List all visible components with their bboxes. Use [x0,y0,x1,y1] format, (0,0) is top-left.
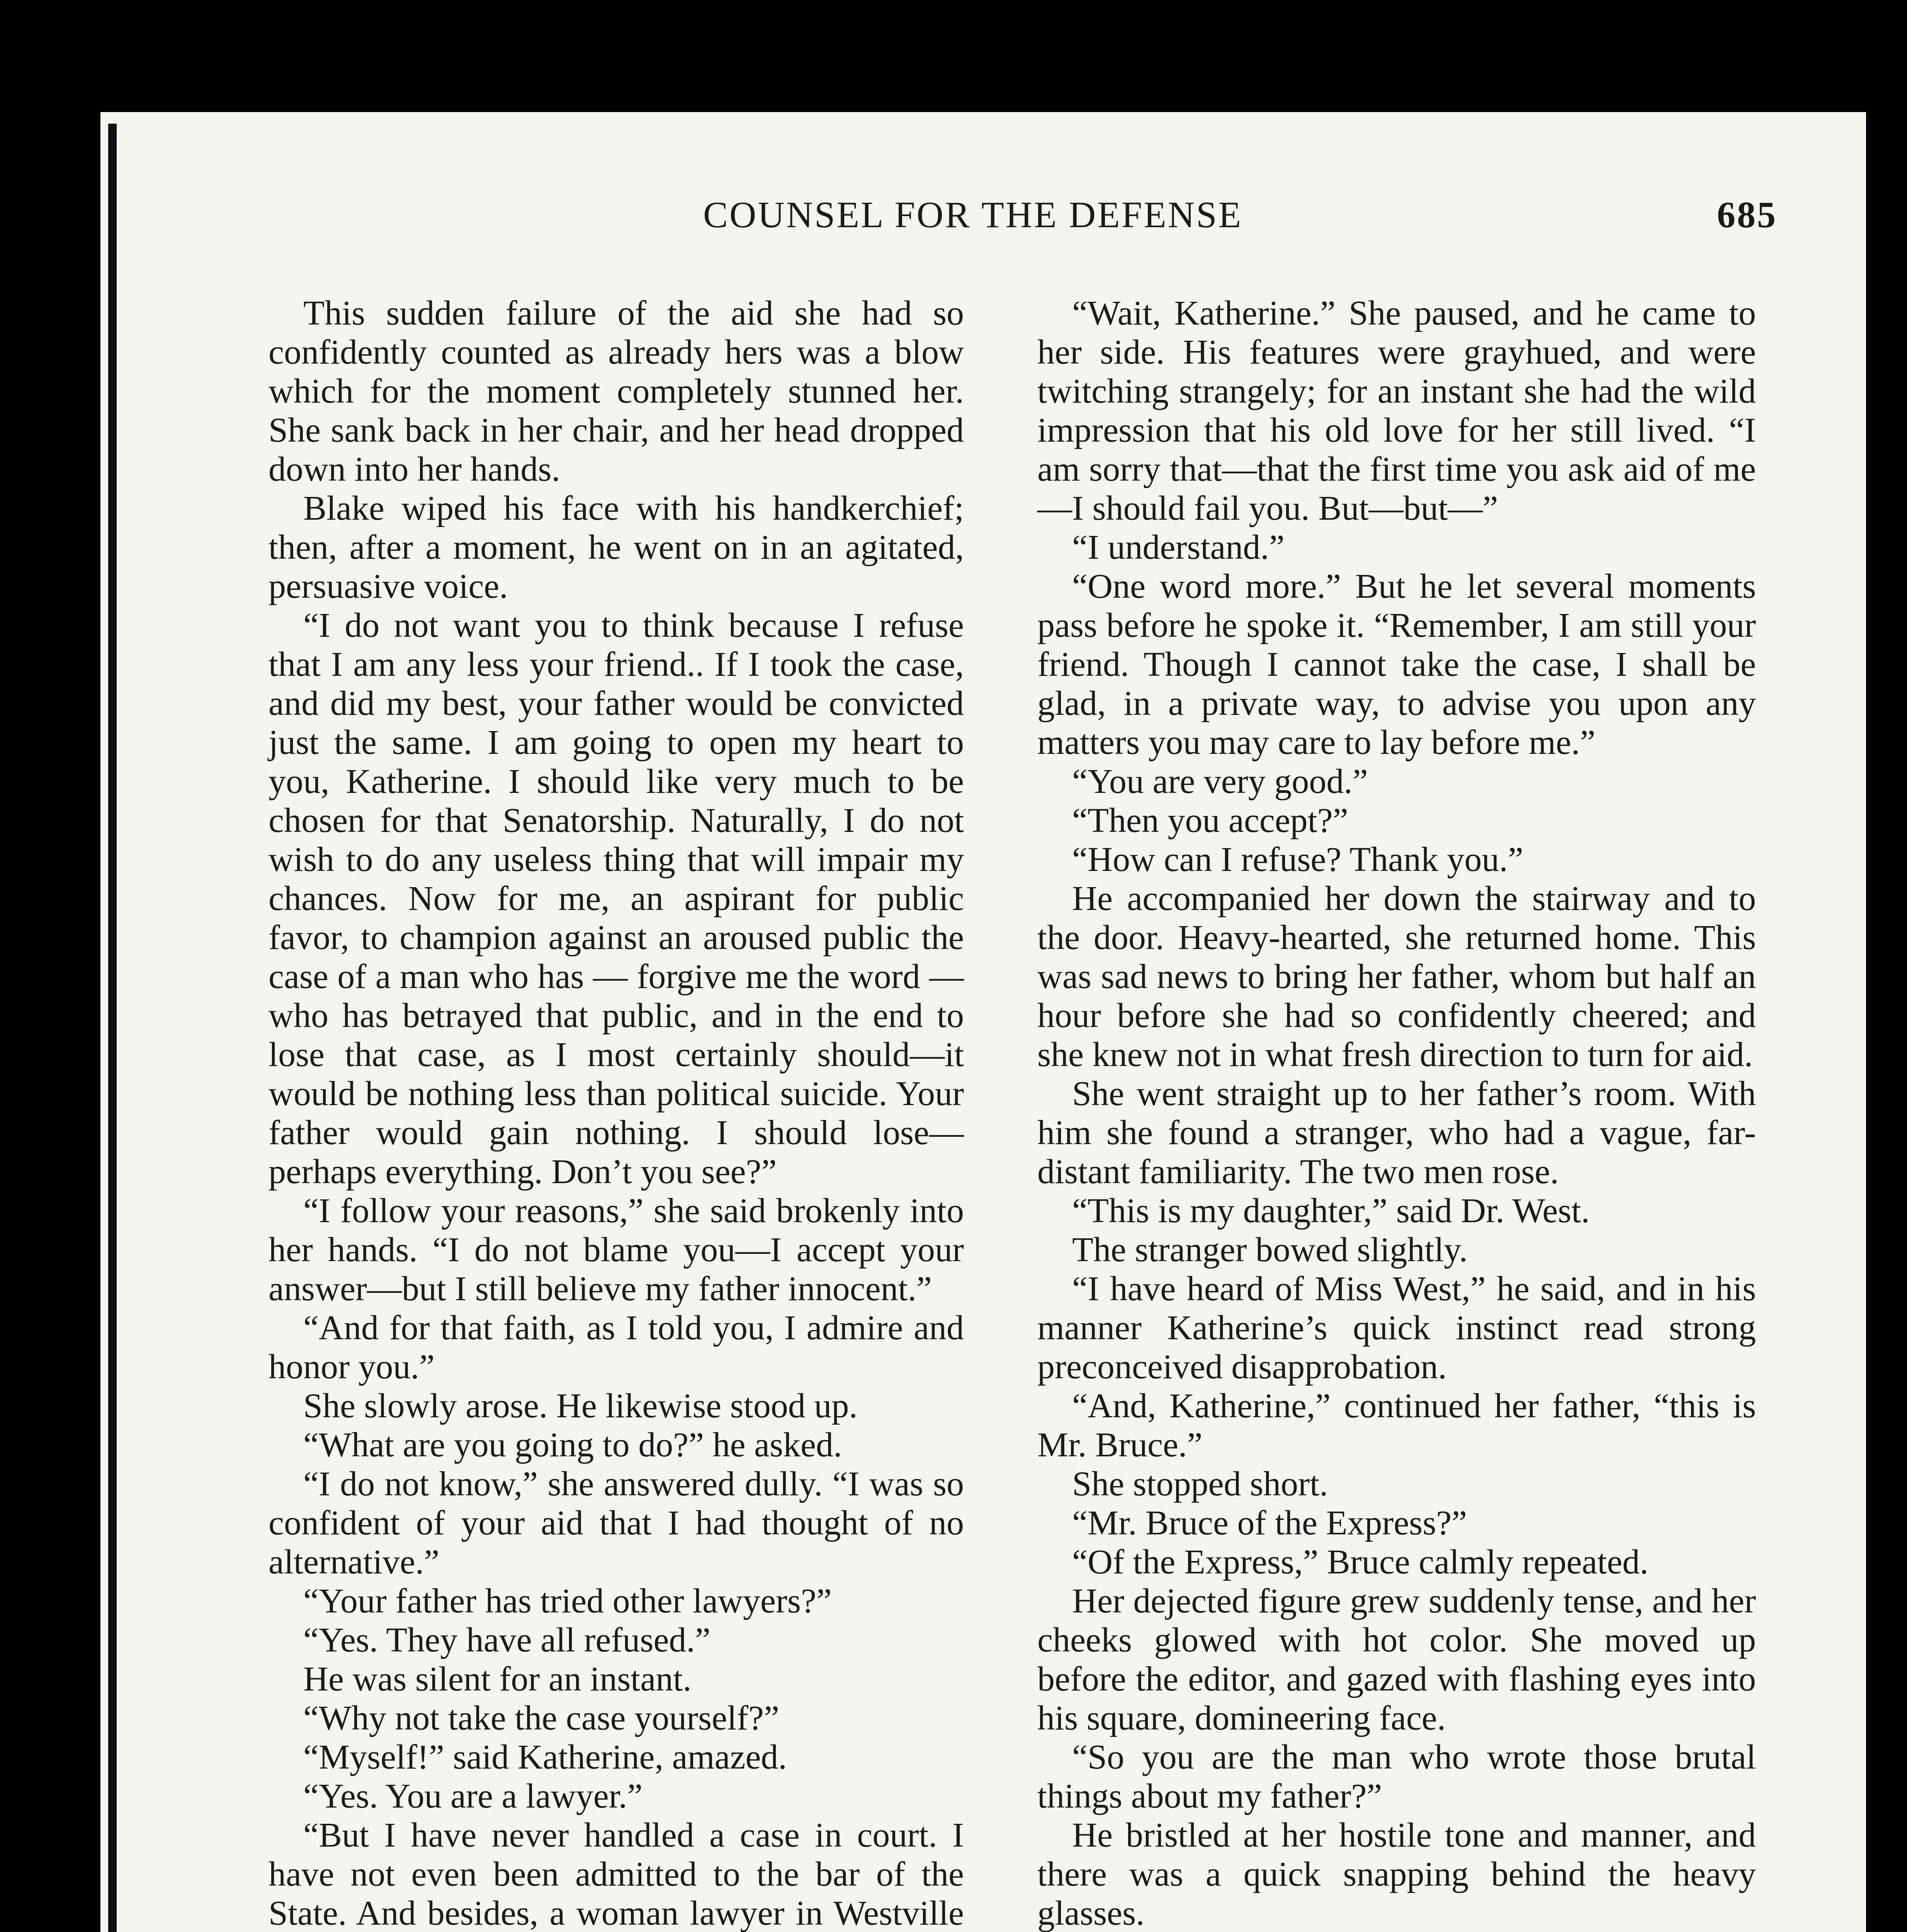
running-title: COUNSEL FOR THE DEFENSE [703,194,1243,235]
paragraph: “Your father has tried other lawyers?” [303,1582,832,1620]
paragraph: “Yes. They have all refused.” [303,1621,710,1659]
paragraph: The stranger bowed slightly. [1072,1231,1468,1269]
running-header [703,193,1777,247]
paragraph: He accompanied her down the stairway and to the door. Heavy-hearted, she returned home. This was sad news to bring her father, whom but half an hour before she had so confidently cheered; and she knew not in what fresh direction to turn for aid. [1037,879,1756,1074]
paragraph: “I have heard of Miss West,” he said, and in his manner Katherine’s quick instinct read strong preconceived disapprobation. [1037,1270,1756,1386]
paragraph: Her dejected figure grew suddenly tense, and her cheeks glowed with hot color. She moved up before the editor, and gazed with flashing eyes into his square, domineering face. [1037,1582,1756,1737]
paragraph: “How can I refuse? Thank you.” [1072,840,1523,879]
paragraph: “Why not take the case yourself?” [303,1699,779,1737]
paragraph: “But I have never handled a case in court. I have not even been admitted to the bar of the State. And besides, a woman lawyer in Westville [269,1816,964,1932]
paragraph: He was silent for an instant. [303,1660,692,1698]
paragraph: “One word more.” But he let several moments pass before he spoke it. “Remember, I am still your friend. Though I cannot take the case, I shall be glad, in a private way, to advise you upon any matters you may care to lay before me.” [1037,567,1756,762]
paragraph: “I follow your reasons,” she said brokenly into her hands. “I do not blame you—I accept your answer—but I still believe my father innocent.” [269,1192,964,1308]
text-column-right [1037,294,1756,1932]
paragraph: She slowly arose. He likewise stood up. [303,1387,858,1425]
paragraph: “Wait, Katherine.” She paused, and he came to her side. His features were grayhued, and were twitching strangely; for an instant she had the wild impression that his old love for her still lived. “I am sorry that—that the first time you ask aid of me—I should fail you. But—but—” [1037,294,1756,527]
paragraph: “So you are the man who wrote those brutal things about my father?” [1037,1738,1756,1815]
paragraph: “Mr. Bruce of the Express?” [1072,1504,1467,1542]
paragraph: This sudden failure of the aid she had so confidently counted as already hers was a blow which for the moment completely stunned her. She sank back in her chair, and her head dropped down into her hands. [269,294,964,488]
text-column-left [269,294,964,1932]
paragraph: She went straight up to her father’s room. With him she found a stranger, who had a vague, far-distant familiarity. The two men rose. [1037,1075,1756,1191]
page-number: 685 [1717,194,1777,235]
paragraph: “Of the Express,” Bruce calmly repeated. [1072,1543,1649,1581]
paragraph: Blake wiped his face with his handkerchief; then, after a moment, he went on in an agitated, persuasive voice. [269,489,964,605]
paragraph: “Myself!” said Katherine, amazed. [303,1738,787,1776]
paragraph: “I do not want you to think because I refuse that I am any less your friend.. If I took the case, and did my best, your father would be convicted just the same. I am going to open my heart to you, Katherine. I should like very much to be chosen for that Senatorship. Naturally, I do not wish to do any useless thing that will impair my chances. Now for me, an aspirant for public favor, to champion against an aroused public the case of a man who has — forgive me the word — who has betrayed that public, and in the end to lose that case, as I most certainly should—it would be nothing less than political suicide. Your father would gain nothing. I should lose—perhaps everything. Don’t you see?” [269,606,964,1191]
paragraph: “What are you going to do?” he asked. [303,1426,842,1464]
paragraph: “And, Katherine,” continued her father, “this is Mr. Bruce.” [1037,1387,1756,1464]
paragraph: “You are very good.” [1072,762,1368,801]
paragraph: She stopped short. [1072,1465,1328,1503]
paragraph: “Then you accept?” [1072,801,1348,840]
paragraph: “And for that faith, as I told you, I admire and honor you.” [269,1309,964,1386]
paragraph: “This is my daughter,” said Dr. West. [1072,1192,1590,1230]
binding-shadow [0,0,100,1932]
paragraph: “I do not know,” she answered dully. “I was so confident of your aid that I had thought of no alternative.” [269,1465,964,1581]
paragraph: “I understand.” [1072,528,1285,566]
paragraph: “Yes. You are a lawyer.” [303,1777,643,1815]
paragraph: He bristled at her hostile tone and manner, and there was a quick snapping behind the heavy glasses. [1037,1816,1756,1932]
page-edge [108,124,117,1932]
